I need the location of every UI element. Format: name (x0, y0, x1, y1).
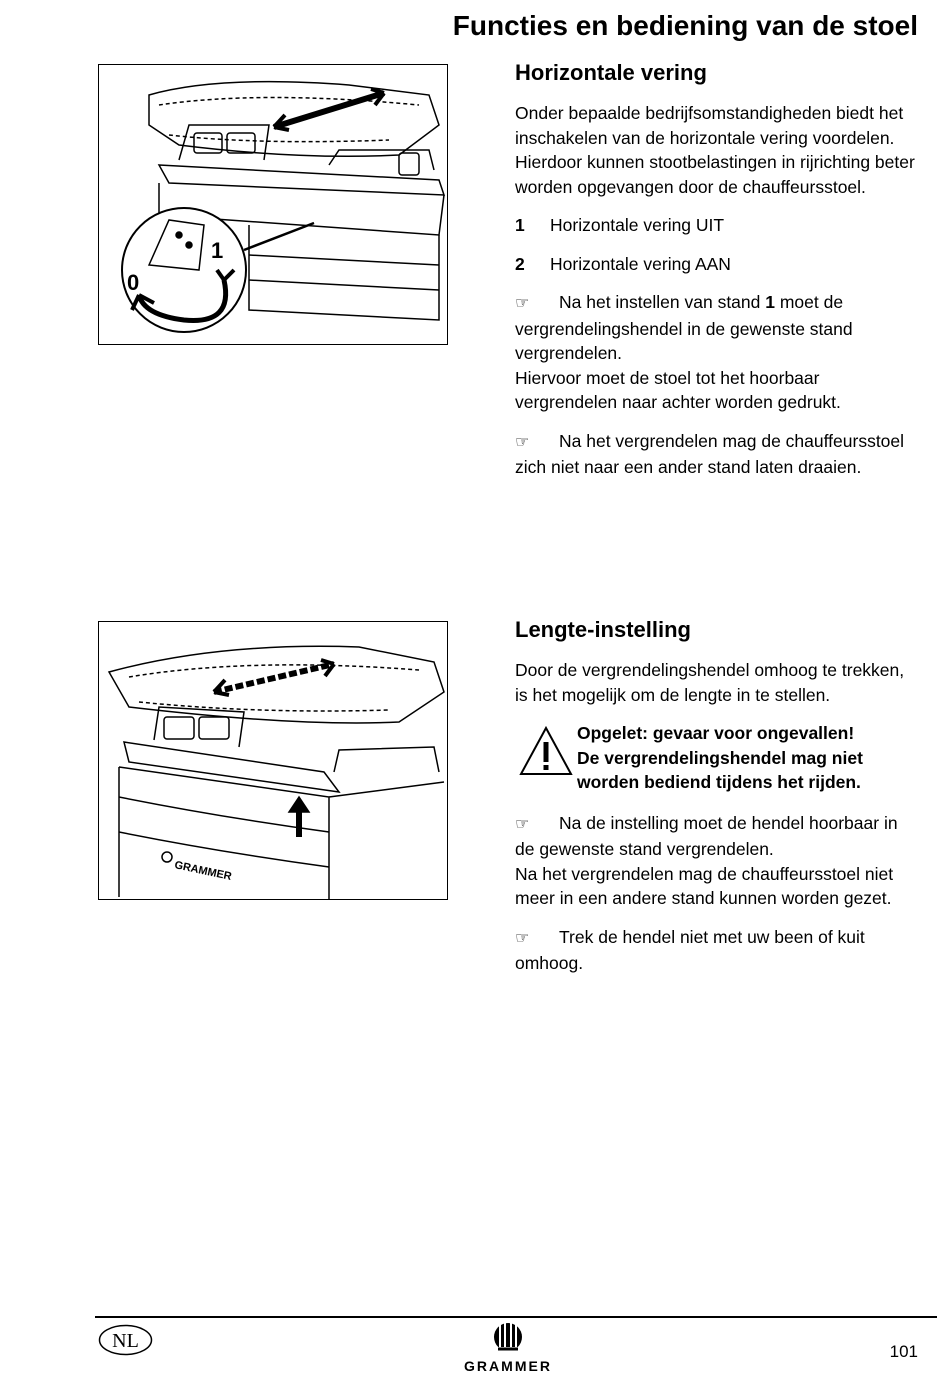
brand-mark-icon (494, 1323, 522, 1353)
pointing-hand-icon: ☞ (515, 929, 530, 947)
warning-text (577, 721, 920, 795)
pointing-hand-icon: ☞ (515, 433, 530, 451)
section-intro: Onder bepaalde bedrijfsomstandigheden biedt het inschakelen van de horizontale vering voordelen. Hierdoor kunnen stootbelastingen in rijrichting beter worden opgevangen door de chauffeursstoel. (515, 103, 915, 197)
note-text: Na de instelling moet de hendel hoorbaar in de gewenste stand vergrendelen. (515, 812, 898, 859)
item-number: 1 (515, 215, 525, 235)
warning-box (515, 721, 920, 795)
pointing-hand-icon: ☞ (515, 815, 530, 833)
section-title: Horizontale vering (515, 60, 707, 85)
figure-brand-label: GRAMMER (173, 859, 233, 884)
grammer-logo (452, 1321, 564, 1377)
list-item (515, 213, 920, 238)
warning-line: De vergrendelingshendel mag niet worden bediend tijdens het rijden. (577, 747, 863, 792)
warning-line: Opgelet: gevaar voor ongevallen! (577, 723, 855, 743)
warning-triangle-icon (515, 725, 577, 777)
note-text: Trek de hendel niet met uw been of kuit omhoog. (515, 926, 865, 973)
section-title: Lengte-instelling (515, 617, 691, 642)
figure-label-1: 1 (211, 238, 224, 263)
note (515, 429, 920, 480)
list-item (515, 252, 920, 277)
footer-divider (95, 1316, 937, 1318)
pointing-hand-icon: ☞ (515, 295, 530, 312)
item-text: Horizontale vering UIT (550, 215, 725, 235)
brand-name: GRAMMER (464, 1358, 552, 1374)
item-number: 2 (515, 253, 525, 274)
figure-horizontal-suspension (98, 64, 448, 345)
section-intro: Door de vergrendelingshendel omhoog te trekken, is het mogelijk om de lengte in te stellen. (515, 660, 905, 705)
page-number: 101 (889, 1342, 918, 1361)
figure-length-adjustment (98, 621, 448, 900)
language-badge (98, 1324, 153, 1356)
item-text: Horizontale vering AAN (550, 253, 731, 274)
section-length-adjustment (515, 617, 920, 990)
note-bold: 1 (765, 292, 775, 312)
note (515, 290, 920, 415)
note-text: moet de vergrendelingshendel in de gewenste stand vergrendelen. (515, 292, 853, 363)
page-title: Functies en bediening van de stoel (452, 10, 918, 41)
note-text: Na het vergrendelen mag de chauffeursstoel zich niet naar een ander stand laten draaien. (515, 430, 905, 477)
note (515, 925, 920, 976)
language-code: NL (112, 1330, 139, 1352)
note-text: Hiervoor moet de stoel tot het hoorbaar vergrendelen naar achter worden gedrukt. (515, 367, 841, 412)
note-text: Na het instellen van stand (559, 292, 766, 312)
note (515, 811, 920, 911)
note-text: Na het vergrendelen mag de chauffeursstoel niet meer in een andere stand kunnen worden gezet. (515, 863, 894, 908)
figure-label-0: 0 (127, 270, 140, 295)
section-horizontal-suspension (515, 60, 920, 494)
